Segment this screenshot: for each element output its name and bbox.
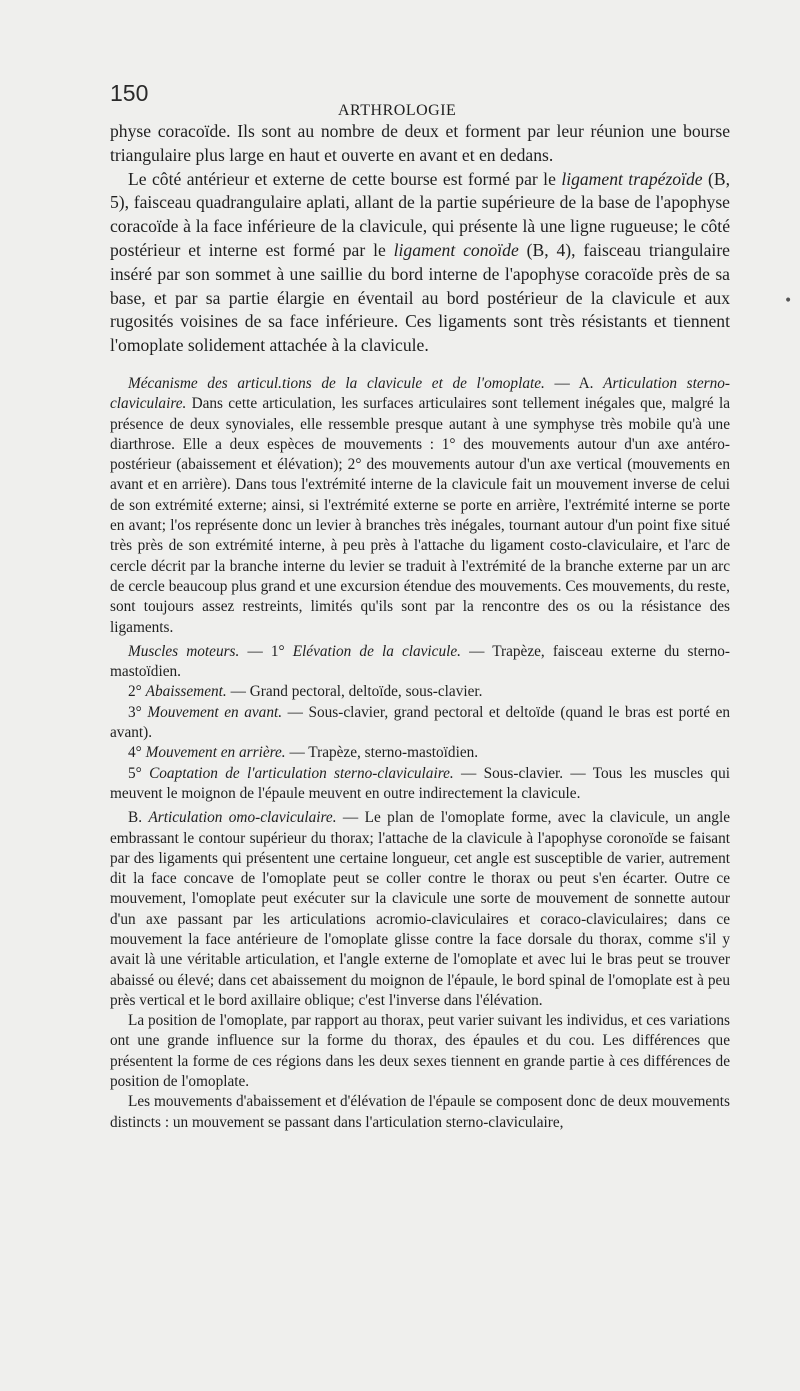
paragraph-omo-claviculaire: B. Articulation omo-claviculaire. — Le plan de l'omoplate forme, avec la clavicule, un angle embrassant le contour supérieur du thorax; l'attache de la clavicule à l'apophyse coronoïde se faisant par des ligaments qui présentent une certaine longueur, cet angle est susceptible de varier, autrement dit la face concave de l'omoplate peut se coller contre le thorax ou peut s'en écarter. Outre ce mouvement, l'omoplate peut exécuter sur la clavicule une sorte de mouvement de sonnette autour d'un axe passant par les articulations acromio-claviculaires et coraco-claviculaires; dans ce mouvement la face antérieure de l'omoplate glisse contre la face dorsale du thorax, comme s'il y avait là une véritable articulation, et l'angle externe de l'omoplate et avec lui le bras peut se trouver abaissé ou élevé; dans cet abaissement du moignon de l'épaule, le bord spinal de l'omoplate est à peu près vertical et le bord axillaire oblique; c'est l'inverse dans l'élévation. (110, 809, 730, 1009)
paragraph-avant: 3° Mouvement en avant. — Sous-clavier, grand pectoral et deltoïde (quand le bras est porté en avant). (110, 703, 731, 742)
margin-dot: • (784, 293, 793, 309)
subheading-sterno-claviculaire: Articulation sterno-claviculaire. (110, 374, 731, 413)
page-number: 150 (110, 80, 149, 106)
subheading-muscles: Muscles moteurs. (128, 642, 240, 660)
page-header (110, 80, 730, 120)
paragraph-ligaments: Le côté antérieur et externe de cette bourse est formé par le ligament trapézoïde (B, 5), faisceau quadrangulaire aplati, allant de la partie supérieure de la base de l'apophyse coracoïde à la face inférieure de la clavicule, qui présente là une ligne rugueuse; le côté postérieur et interne est formé par le ligament conoïde (B, 4), faisceau triangulaire inséré par son sommet à une saillie du bord interne de l'apophyse coracoïde près de sa base, et par sa partie élargie en éventail au bord postérieur de la clavicule et aux rugosités voisines de sa face inférieure. Ces ligaments sont très résistants et tiennent l'omoplate solidement attachée à la clavicule. (110, 168, 730, 356)
main-text (110, 120, 730, 358)
term-ligament-conoide: ligament conoïde (393, 239, 519, 260)
paragraph-mecanisme: Mécanisme des articul.tions de la clavicule et de l'omoplate. — A. Articulation sterno-claviculaire. Dans cette articulation, les surfaces articulaires sont tellement inégales que, malgré la présence de deux synoviales, elle ressemble presque autant à une symphyse très mobile qu'à une diarthrose. Elle a deux espèces de mouvements : 1° des mouvements autour d'un axe antéro-postérieur (abaissement et élévation); 2° des mouvements autour d'un axe vertical (mouvements en avant et en arrière). Dans tous l'extrémité interne de la clavicule fait un mouvement inverse de celui de son extrémité externe; ainsi, si l'extrémité externe se porte en arrière, l'extrémité interne se porte en avant; l'os représente donc un levier à branches très inégales, tournant autour d'un point fixe situé très près de son extrémité interne, à peu près à l'attache du ligament costo-claviculaire, et l'arc de cercle décrit par la branche interne du levier se traduit à l'extrémité de la branche externe par un arc de cercle beaucoup plus grand et une excursion étendue des mouvements. Ces mouvements, du reste, sont toujours assez restreints, limités qu'ils sont par la rencontre des os ou la résistance des ligaments. (110, 374, 731, 636)
paragraph-mouvements: Les mouvements d'abaissement et d'élévation de l'épaule se composent donc de deux mouvements distincts : un mouvement se passant dans l'articulation sterno-claviculaire, (110, 1093, 730, 1131)
paragraph-abaissement: 2° Abaissement. — Grand pectoral, deltoïde, sous-clavier. (128, 683, 483, 701)
section-heading-mecanisme: Mécanisme des articul.tions de la clavicule et de l'omoplate. (128, 374, 545, 392)
running-head: ARTHROLOGIE (338, 102, 457, 119)
paragraph-position: La position de l'omoplate, par rapport au thorax, peut varier suivant les individus, et ces variations ont une grande influence sur la forme du thorax, des épaules et du cou. Les différences que présentent la forme de ces régions dans les deux sexes tiennent en grande partie à ces différences de position de l'omoplate. (110, 1012, 730, 1091)
subheading-omo-claviculaire: Articulation omo-claviculaire. (148, 809, 337, 827)
paragraph-muscles: Muscles moteurs. — 1° Elévation de la clavicule. — Trapèze, faisceau externe du sterno-mastoïdien. (110, 642, 730, 681)
term-ligament-trapezoide: ligament trapézoïde (561, 168, 703, 189)
paragraph-continuation: physe coracoïde. Ils sont au nombre de deux et forment par leur réunion une bourse triangulaire plus large en haut et ouverte en avant et en dedans. (110, 121, 730, 165)
paragraph-coaptation: 5° Coaptation de l'articulation sterno-claviculaire. — Sous-clavier. — Tous les muscles qui meuvent le moignon de l'épaule meuvent en outre indirectement la clavicule. (110, 764, 730, 802)
paragraph-arriere: 4° Mouvement en arrière. — Trapèze, sterno-mastoïdien. (128, 744, 479, 762)
small-print-section (110, 374, 730, 1133)
